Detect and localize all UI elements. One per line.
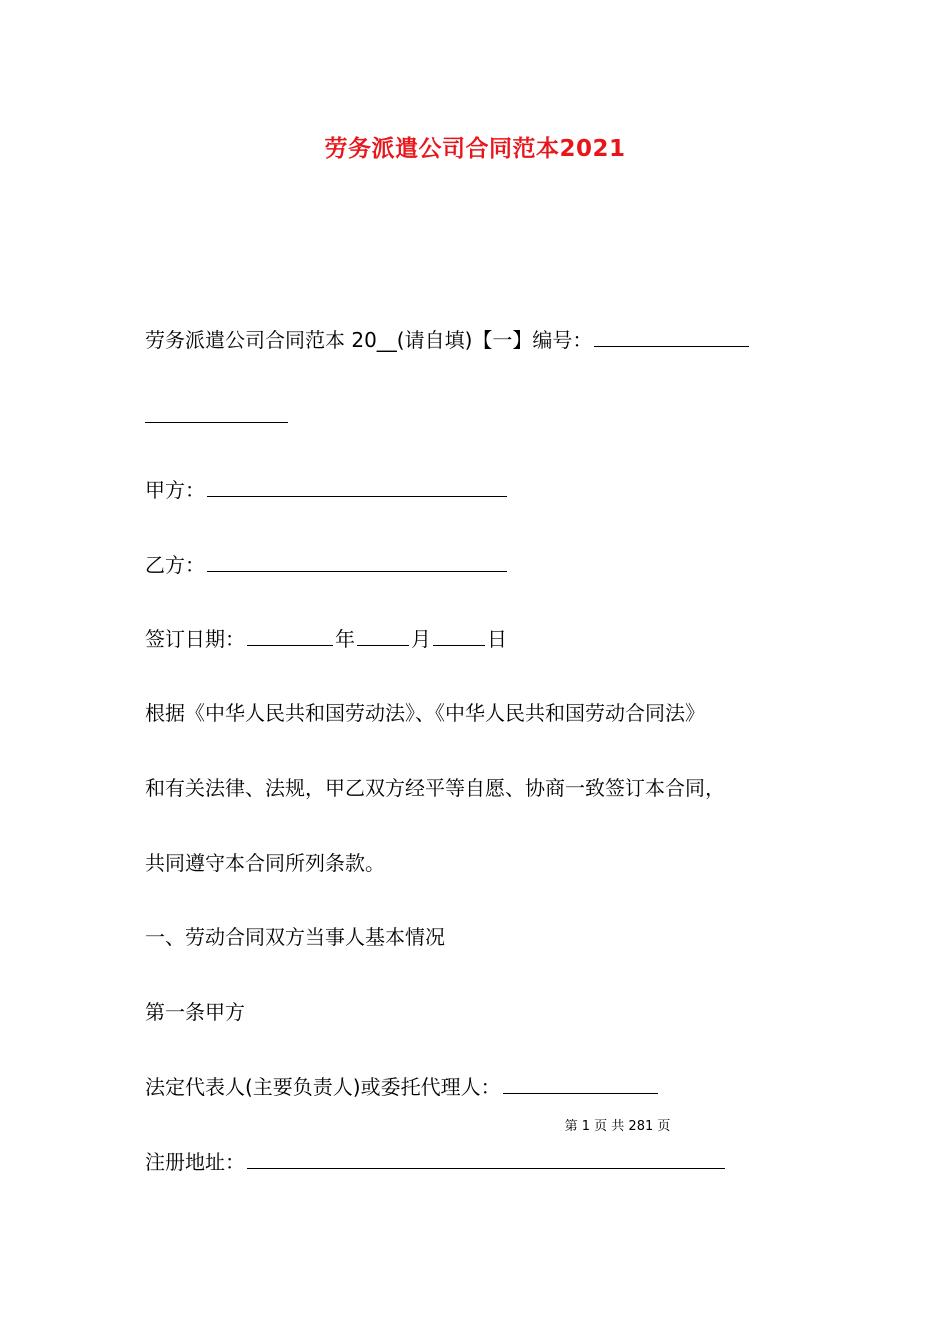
heading-text: 劳务派遣公司合同范本 20__(请自填)【一】编号： <box>145 328 593 352</box>
month-blank <box>357 625 409 646</box>
party-b-line <box>145 551 509 579</box>
paragraph-line-2: 和有关法律、法规，甲乙双方经平等自愿、协商一致签订本合同， <box>145 776 725 800</box>
contract-number-blank-2 <box>145 402 288 423</box>
legal-rep-line <box>145 1073 660 1101</box>
legal-rep-blank <box>503 1073 658 1094</box>
year-label: 年 <box>335 627 355 651</box>
day-label: 日 <box>487 627 507 651</box>
party-a-line <box>145 476 509 504</box>
section-heading-1: 一、劳动合同双方当事人基本情况 <box>145 925 445 949</box>
contract-number-blank <box>594 326 749 347</box>
page-footer: 第 1 页 共 281 页 <box>564 1119 671 1134</box>
contract-number-continuation <box>145 402 288 430</box>
sign-date-label: 签订日期： <box>145 627 245 651</box>
month-label: 月 <box>411 627 431 651</box>
document-title: 劳务派遣公司合同范本2021 <box>324 136 626 162</box>
party-a-label: 甲方： <box>145 478 205 502</box>
paragraph-line-3: 共同遵守本合同所列条款。 <box>145 851 385 875</box>
day-blank <box>433 625 485 646</box>
reg-address-blank <box>247 1148 725 1169</box>
reg-address-label: 注册地址： <box>145 1150 245 1174</box>
party-b-blank <box>207 551 507 572</box>
party-b-label: 乙方： <box>145 553 205 577</box>
reg-address-line <box>145 1148 727 1176</box>
sign-date-line <box>145 625 507 653</box>
article-heading-1: 第一条甲方 <box>145 1000 245 1024</box>
party-a-blank <box>207 476 507 497</box>
year-blank <box>247 625 333 646</box>
legal-rep-label: 法定代表人(主要负责人)或委托代理人： <box>145 1075 501 1099</box>
paragraph-line-1: 根据《中华人民共和国劳动法》、《中华人民共和国劳动合同法》 <box>145 701 705 725</box>
heading-line <box>145 326 751 354</box>
